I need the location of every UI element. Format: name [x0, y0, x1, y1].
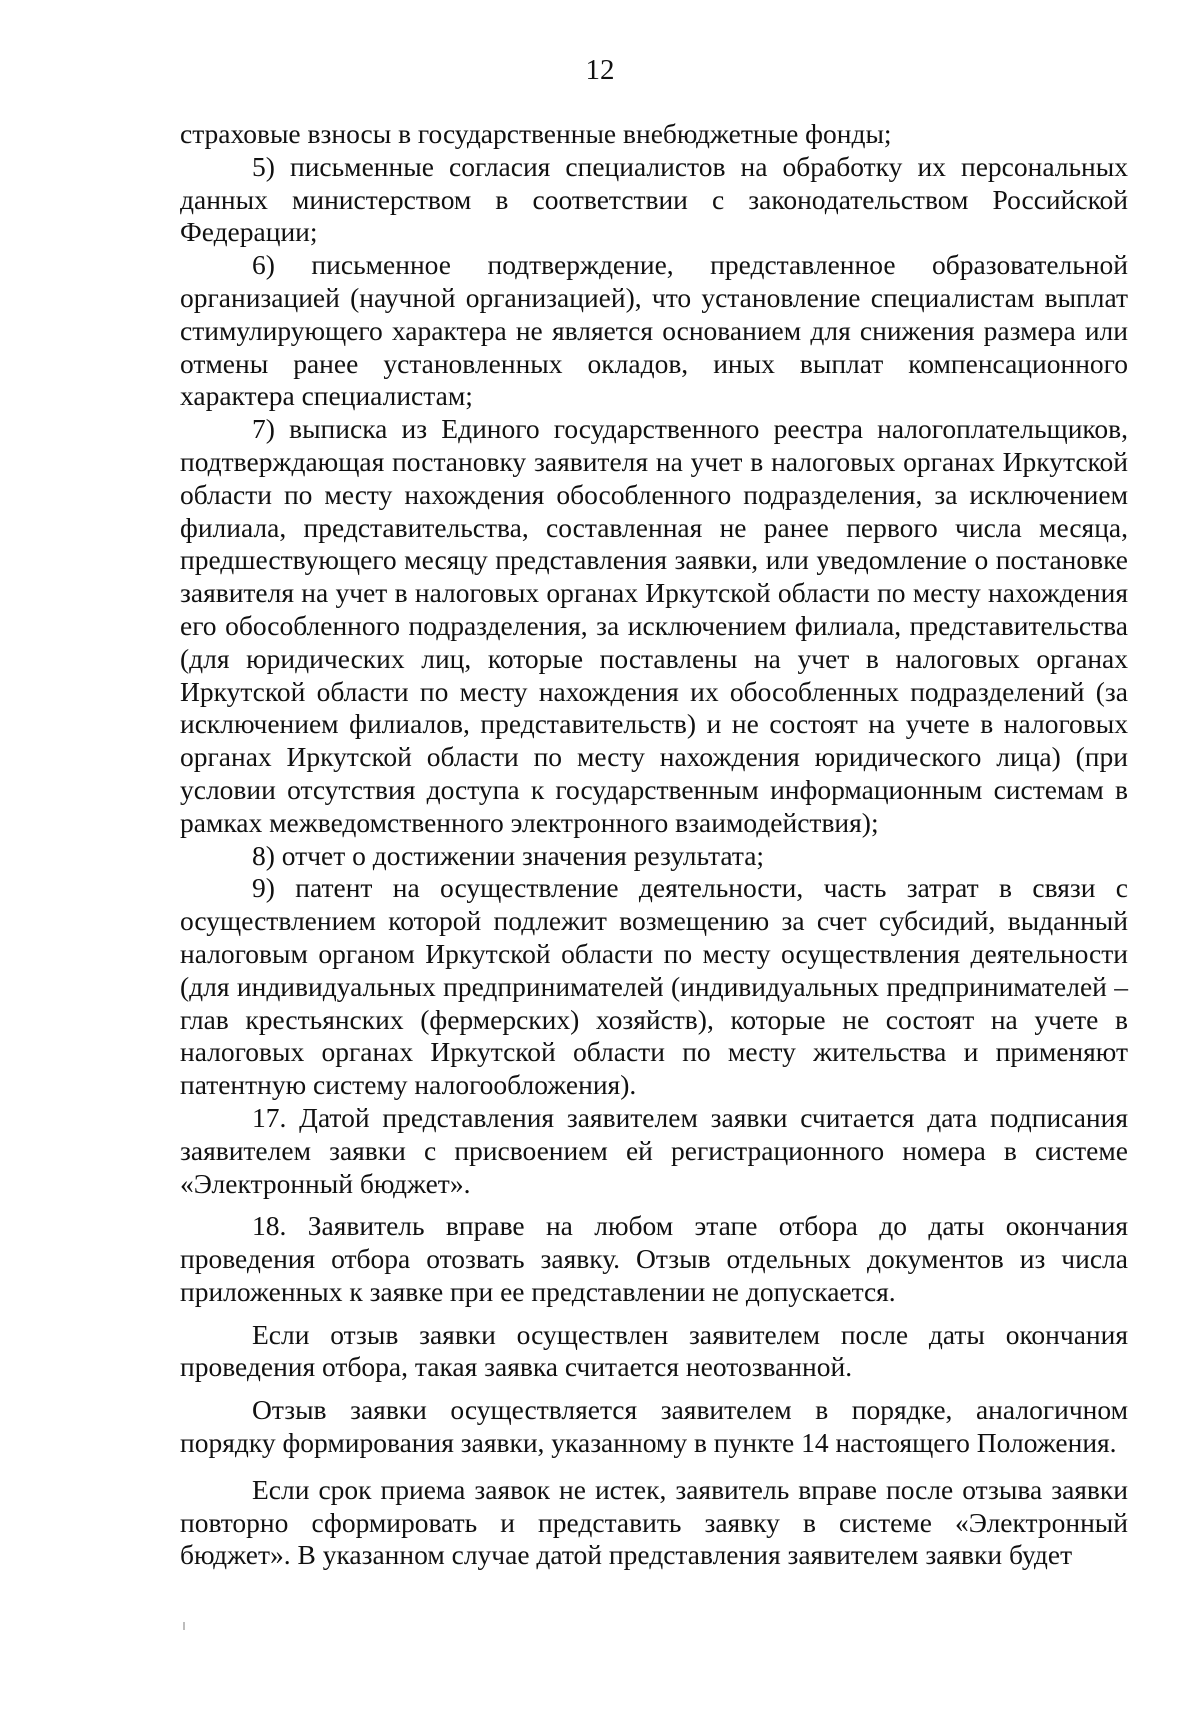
paragraph-resubmission: Если срок приема заявок не истек, заявитель вправе после отзыва заявки повторно сформировать и представить заявку в системе «Электронный бюджет». В указанном случае датой представления заявителем заявки будет: [180, 1473, 1128, 1571]
paragraph-withdrawal-procedure: Отзыв заявки осуществляется заявителем в порядке, аналогичном порядку формирования заявки, указанному в пункте 14 настоящего Положения.: [180, 1394, 1128, 1459]
paragraph-item-8: 8) отчет о достижении значения результата;: [252, 839, 765, 871]
paragraph-item-5: 5) письменные согласия специалистов на обработку их персональных данных министерством в соответствии с законодательством Российской Федерации;: [180, 150, 1128, 248]
paragraph-withdrawal-after-deadline: Если отзыв заявки осуществлен заявителем после даты окончания проведения отбора, такая заявка считается неотозванной.: [180, 1318, 1128, 1383]
document-body: [180, 118, 1128, 1572]
paragraph-item-7: 7) выписка из Единого государственного реестра налогоплательщиков, подтверждающая постановку заявителя на учет в налоговых органах Иркутской области по месту нахождения обособленного подразделения, за исключением филиала, представительства, составленная не ранее первого числа месяца, предшествующего месяцу представления заявки, или уведомление о постановке заявителя на учет в налоговых органах Иркутской области по месту нахождения его обособленного подразделения, за исключением филиала, представительства (для юридических лиц, которые поставлены на учет в налоговых органах Иркутской области по месту нахождения их обособленных подразделений (за исключением филиалов, представительств) и не состоят на учете в налоговых органах Иркутской области по месту нахождения юридического лица) (при условии отсутствия доступа к государственным информационным системам в рамках межведомственного электронного взаимодействия);: [180, 413, 1128, 838]
paragraph-continuation: страховые взносы в государственные внебюджетные фонды;: [180, 118, 892, 149]
paragraph-item-6: 6) письменное подтверждение, представленное образовательной организацией (научной организацией), что установление специалистам выплат стимулирующего характера не является основанием для снижения размера или отмены ранее установленных окладов, иных выплат компенсационного характера специалистам;: [180, 249, 1128, 412]
paragraph-clause-18: 18. Заявитель вправе на любом этапе отбора до даты окончания проведения отбора отозвать заявку. Отзыв отдельных документов из числа приложенных к заявке при ее представлении не допускается.: [180, 1210, 1128, 1307]
scan-artifact: [183, 1622, 185, 1630]
page-number: 12: [585, 54, 615, 86]
paragraph-clause-17: 17. Датой представления заявителем заявки считается дата подписания заявителем заявки с присвоением ей регистрационного номера в системе «Электронный бюджет».: [180, 1101, 1128, 1199]
paragraph-item-9: 9) патент на осуществление деятельности, часть затрат в связи с осуществлением которой подлежит возмещению за счет субсидий, выданный налоговым органом Иркутской области по месту осуществления деятельности (для индивидуальных предпринимателей (индивидуальных предпринимателей – глав крестьянских (фермерских) хозяйств), которые не состоят на учете в налоговых органах Иркутской области по месту жительства и применяют патентную систему налогообложения).: [180, 872, 1128, 1101]
